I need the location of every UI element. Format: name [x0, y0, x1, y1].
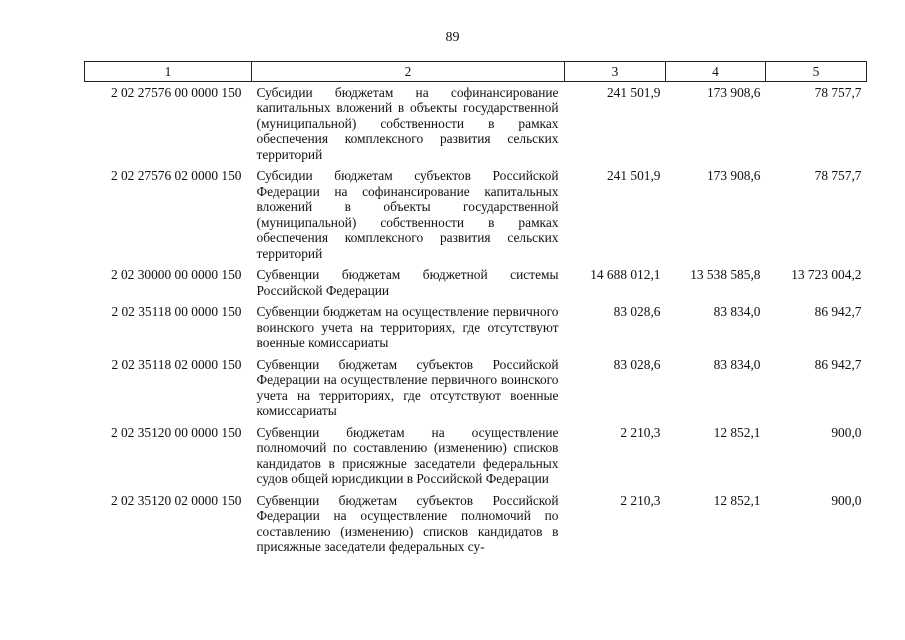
value-column-4: 83 834,0 — [713, 356, 761, 372]
budget-code: 2 02 35120 02 0000 150 — [110, 492, 242, 508]
budget-description: Субсидии бюджетам на софинансирование капитальных вложений в объекты государственной (муниципальной) собственности в рамках обеспечения комплексного развития сельских территорий — [256, 84, 559, 162]
value-column-4: 12 852,1 — [713, 492, 761, 508]
value-column-5: 86 942,7 — [814, 356, 862, 372]
budget-code: 2 02 27576 00 0000 150 — [110, 84, 242, 100]
value-column-3: 2 210,3 — [620, 424, 661, 440]
budget-description: Субсидии бюджетам субъектов Российской Федерации на софинансирование капитальных вложений в объекты государственной (муниципальной) собственности в рамках обеспечения комплексного развития сельских территорий — [256, 168, 559, 261]
budget-description: Субвенции бюджетам на осуществление первичного воинского учета на территориях, где отсутствуют военные комиссариаты — [256, 304, 559, 350]
table-row — [85, 354, 867, 422]
budget-code: 2 02 27576 02 0000 150 — [110, 168, 242, 183]
budget-description: Субвенции бюджетам субъектов Российской Федерации на осуществление первичного воинского учета на территориях, где отсутствуют военные комиссариаты — [256, 356, 559, 418]
budget-description: Субвенции бюджетам на осуществление полномочий по составлению (изменению) списков кандидатов в присяжные заседатели федеральных судов общей юрисдикции в Российской Федерации — [256, 424, 559, 486]
column-header-2: 2 — [252, 62, 565, 82]
value-column-3: 14 688 012,1 — [590, 267, 661, 282]
value-column-4: 173 908,6 — [706, 168, 761, 183]
budget-description: Субвенции бюджетам бюджетной системы Российской Федерации — [256, 267, 559, 298]
value-column-3: 241 501,9 — [606, 168, 661, 183]
table-row — [85, 81, 867, 165]
value-column-4: 12 852,1 — [713, 424, 761, 440]
table-row — [85, 165, 867, 264]
table-row — [85, 422, 867, 490]
column-header-3: 3 — [565, 62, 666, 82]
budget-code: 2 02 35118 00 0000 150 — [111, 304, 242, 319]
page-number: 89 — [445, 30, 460, 45]
column-header-4: 4 — [666, 62, 766, 82]
budget-description: Субвенции бюджетам субъектов Российской Федерации на осуществление полномочий по составлению (изменению) списков кандидатов в присяжные заседатели федеральных су- — [256, 492, 559, 554]
value-column-4: 13 538 585,8 — [690, 267, 761, 282]
value-column-5: 86 942,7 — [814, 304, 862, 319]
value-column-3: 2 210,3 — [620, 492, 661, 508]
budget-code: 2 02 35120 00 0000 150 — [110, 424, 242, 440]
budget-table — [84, 61, 867, 558]
table-row — [85, 301, 867, 354]
table-row — [85, 264, 867, 301]
column-header-5: 5 — [766, 62, 867, 82]
table-header-row — [85, 62, 867, 82]
value-column-5: 78 757,7 — [814, 168, 862, 183]
budget-code: 2 02 30000 00 0000 150 — [110, 267, 242, 282]
value-column-3: 241 501,9 — [606, 84, 661, 100]
budget-code: 2 02 35118 02 0000 150 — [111, 356, 242, 372]
value-column-5: 78 757,7 — [814, 84, 862, 100]
column-header-1: 1 — [85, 62, 252, 82]
value-column-5: 900,0 — [831, 492, 862, 508]
value-column-4: 173 908,6 — [706, 84, 761, 100]
table-row — [85, 490, 867, 558]
value-column-5: 13 723 004,2 — [791, 267, 862, 282]
value-column-3: 83 028,6 — [613, 356, 661, 372]
value-column-5: 900,0 — [831, 424, 862, 440]
value-column-3: 83 028,6 — [613, 304, 661, 319]
value-column-4: 83 834,0 — [713, 304, 761, 319]
